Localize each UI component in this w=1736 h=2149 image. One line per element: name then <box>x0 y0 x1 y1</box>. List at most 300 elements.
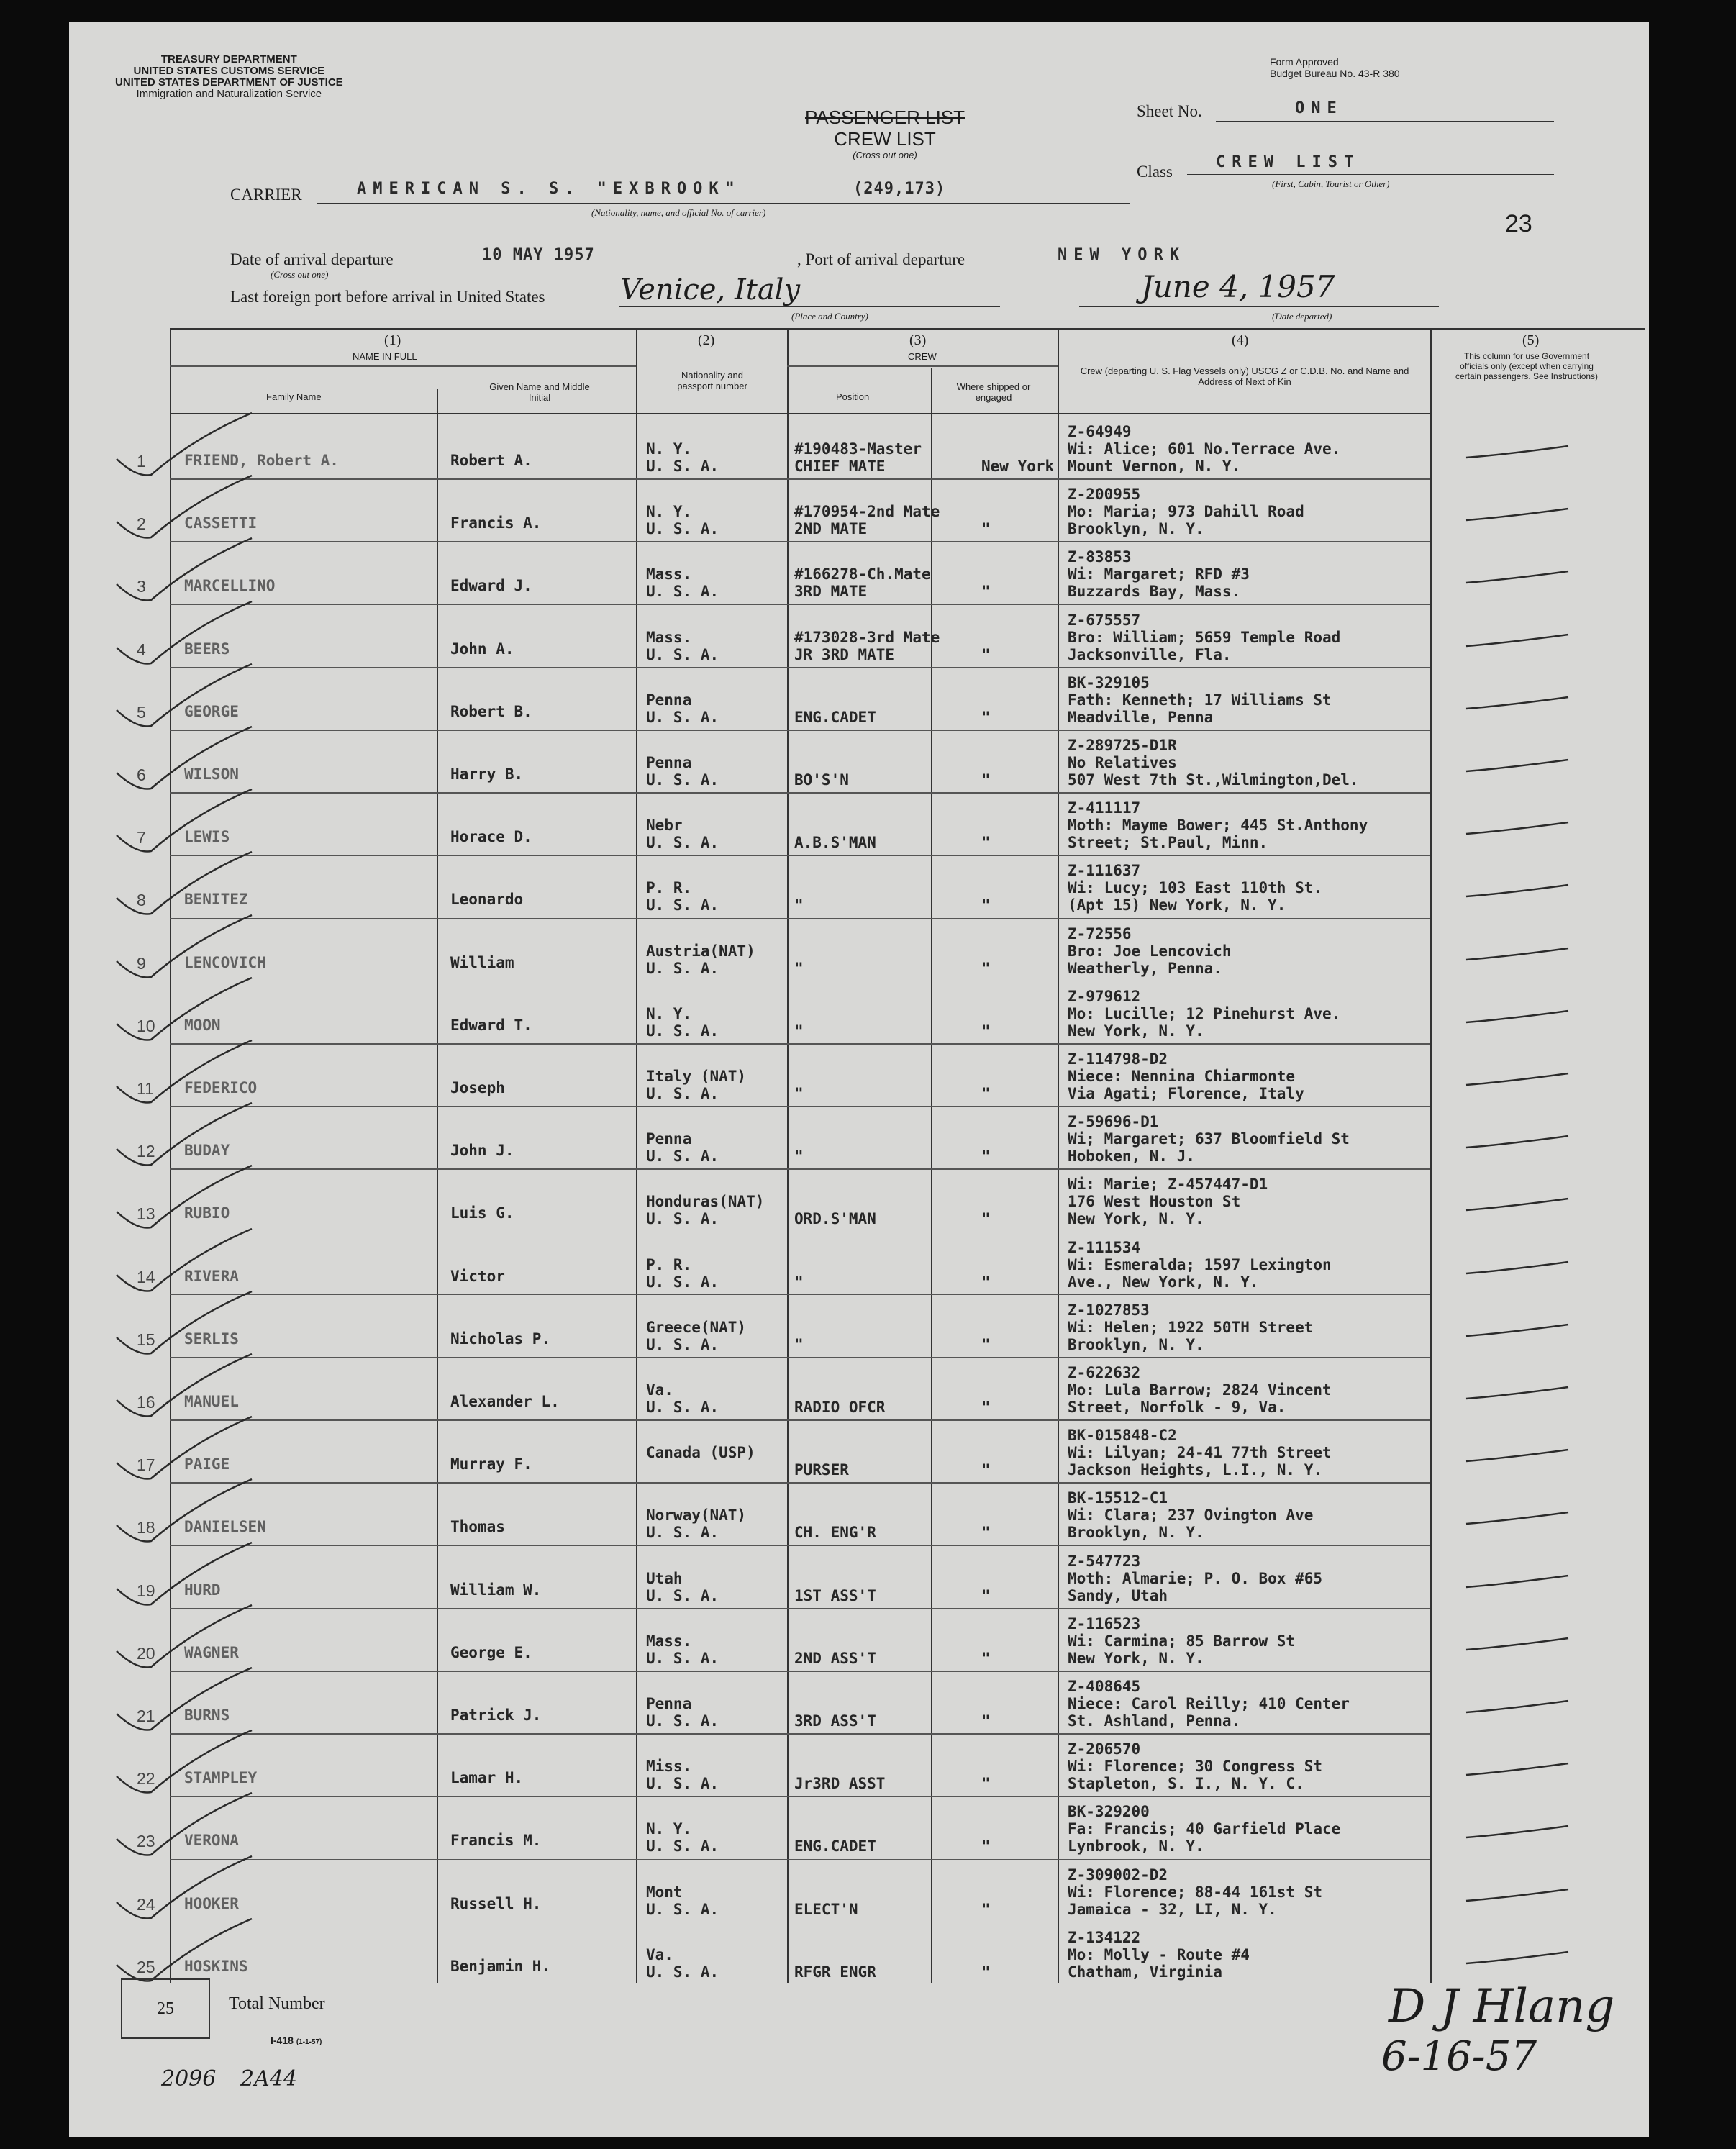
column-divider-1-2 <box>636 328 637 1983</box>
uscg-number: Z-411117 <box>1068 799 1141 817</box>
official-tick-mark <box>1460 751 1583 780</box>
col1-subrule <box>170 365 636 367</box>
class-note: (First, Cabin, Tourist or Other) <box>1272 178 1390 189</box>
passport-country: U. S. A. <box>646 458 719 475</box>
where-shipped: " <box>981 1210 991 1228</box>
uscg-number: Z-64949 <box>1068 423 1132 440</box>
uscg-number: Z-59696-D1 <box>1068 1113 1159 1131</box>
signature-date: 6-16-57 <box>1381 2033 1537 2080</box>
family-name: FRIEND, Robert A. <box>184 452 339 469</box>
passport-country: U. S. A. <box>646 1335 719 1353</box>
column-divider-family-given <box>437 389 438 1983</box>
row-number: 2 <box>137 514 146 534</box>
page-number: 23 <box>1505 210 1532 237</box>
row-number: 20 <box>137 1643 155 1663</box>
passport-country: U. S. A. <box>646 834 719 852</box>
passport-country: U. S. A. <box>646 1524 719 1542</box>
next-of-kin: Mo: Lucille; 12 Pinehurst Ave. <box>1068 1004 1341 1022</box>
license-number: #173028-3rd Mate <box>794 628 940 646</box>
family-name: GEORGE <box>184 702 239 720</box>
row-divider <box>170 981 1430 982</box>
title-passenger-list: PASSENGER LIST <box>804 106 965 128</box>
row-number: 13 <box>137 1204 155 1224</box>
where-shipped: " <box>981 1775 991 1793</box>
row-number: 11 <box>137 1079 154 1098</box>
next-of-kin: Wi: Lilyan; 24-41 77th Street <box>1068 1444 1332 1462</box>
next-of-kin-address: New York, N. Y. <box>1068 1649 1204 1667</box>
uscg-number: Z-200955 <box>1068 486 1141 504</box>
crew-position: RFGR ENGR <box>794 1963 876 1981</box>
official-tick-mark <box>1460 814 1583 842</box>
uscg-number: BK-329200 <box>1068 1803 1150 1821</box>
nationality: Va. <box>646 1945 673 1963</box>
row-number: 4 <box>137 640 146 659</box>
given-name: Patrick J. <box>450 1707 542 1724</box>
family-name: VERONA <box>184 1832 239 1850</box>
next-of-kin-address: New York, N. Y. <box>1068 1210 1204 1228</box>
next-of-kin-address: Lynbrook, N. Y. <box>1068 1837 1204 1855</box>
where-shipped: " <box>981 834 991 852</box>
where-shipped: " <box>981 520 991 538</box>
agency-line-1: TREASURY DEPARTMENT <box>160 53 297 65</box>
uscg-number: Z-309002-D2 <box>1068 1866 1168 1884</box>
nationality: Italy (NAT) <box>646 1068 747 1085</box>
where-shipped: " <box>981 645 991 663</box>
total-number-label: Total Number <box>229 1994 325 2013</box>
crew-position: " <box>794 959 804 977</box>
next-of-kin: Wi: Margaret; RFD #3 <box>1068 565 1250 583</box>
given-name: Horace D. <box>450 828 532 846</box>
row-divider <box>170 667 1430 668</box>
last-port-label: Last foreign port before arrival in United States <box>230 288 545 306</box>
row-divider <box>170 1608 1430 1609</box>
row-divider <box>170 1796 1430 1797</box>
next-of-kin-address: Hoboken, N. J. <box>1068 1148 1196 1166</box>
row-number: 22 <box>137 1769 155 1789</box>
crew-position: ENG.CADET <box>794 1837 876 1855</box>
row-divider <box>170 1043 1430 1045</box>
family-name: RIVERA <box>184 1267 239 1285</box>
uscg-number: Z-116523 <box>1068 1614 1141 1632</box>
row-number: 1 <box>137 452 146 471</box>
crew-position: 2ND ASS'T <box>794 1649 876 1667</box>
port-value: NEW YORK <box>1058 246 1186 264</box>
next-of-kin: Mo: Maria; 973 Dahill Road <box>1068 503 1304 521</box>
crew-position: 2ND MATE <box>794 520 868 538</box>
crew-position: ELECT'N <box>794 1900 858 1918</box>
sheet-value: ONE <box>1295 99 1343 117</box>
official-tick-mark <box>1460 1441 1583 1470</box>
given-name: Robert B. <box>450 702 532 720</box>
passport-country: U. S. A. <box>646 896 719 914</box>
next-of-kin: Bro: William; 5659 Temple Road <box>1068 628 1341 646</box>
given-name: Thomas <box>450 1518 505 1536</box>
passport-country: U. S. A. <box>646 959 719 977</box>
row-divider <box>170 1232 1430 1233</box>
row-divider <box>170 730 1430 731</box>
given-name: Joseph <box>450 1079 505 1096</box>
row-divider <box>170 1545 1430 1547</box>
where-shipped: " <box>981 1022 991 1040</box>
official-tick-mark <box>1460 1190 1583 1219</box>
next-of-kin: Bro: Joe Lencovich <box>1068 942 1232 960</box>
family-name: SERLIS <box>184 1330 239 1348</box>
form-number-revision: (1-1-57) <box>296 2038 322 2046</box>
nationality: P. R. <box>646 1255 692 1273</box>
where-shipped: " <box>981 1461 991 1479</box>
next-of-kin-address: Chatham, Virginia <box>1068 1963 1222 1981</box>
handwritten-number-2: 2A44 <box>240 2066 297 2091</box>
where-shipped: " <box>981 1335 991 1353</box>
crew-position: 3RD MATE <box>794 583 868 601</box>
where-shipped: " <box>981 1524 991 1542</box>
given-name: Harry B. <box>450 765 524 783</box>
next-of-kin-address: Weatherly, Penna. <box>1068 959 1222 977</box>
official-tick-mark <box>1460 626 1583 655</box>
row-number: 6 <box>137 765 146 784</box>
given-name: Edward T. <box>450 1016 532 1034</box>
next-of-kin-address: Jacksonville, Fla. <box>1068 645 1232 663</box>
where-shipped: " <box>981 771 991 789</box>
date-label: Date of arrival departure <box>230 250 394 268</box>
col1-given-header: Given Name and Middle Initial <box>489 381 590 403</box>
family-name: LEWIS <box>184 828 230 846</box>
last-port-underline <box>619 306 1000 307</box>
given-name: Robert A. <box>450 452 532 469</box>
passport-country: U. S. A. <box>646 583 719 601</box>
row-number: 12 <box>137 1142 155 1161</box>
next-of-kin-address: New York, N. Y. <box>1068 1022 1204 1040</box>
crew-position: BO'S'N <box>794 771 849 789</box>
family-name: LENCOVICH <box>184 953 266 971</box>
crew-position: ORD.S'MAN <box>794 1210 876 1228</box>
nationality: Austria(NAT) <box>646 942 755 960</box>
row-number: 7 <box>137 828 146 848</box>
uscg-number: Z-72556 <box>1068 924 1132 942</box>
col3-number: (3) <box>909 332 927 348</box>
official-tick-mark <box>1460 876 1583 905</box>
row-number: 8 <box>137 891 146 910</box>
last-port-value: Venice, Italy <box>620 273 801 306</box>
nationality: Mass. <box>646 628 692 646</box>
agency-line-2: UNITED STATES CUSTOMS SERVICE <box>133 65 325 77</box>
passport-country: U. S. A. <box>646 1649 719 1667</box>
where-shipped: " <box>981 1837 991 1855</box>
next-of-kin-address: Brooklyn, N. Y. <box>1068 520 1204 538</box>
row-number: 21 <box>137 1707 155 1725</box>
next-of-kin: Moth: Mayme Bower; 445 St.Anthony <box>1068 817 1368 835</box>
row-divider <box>170 1419 1430 1421</box>
where-shipped: New York <box>981 458 1055 475</box>
official-tick-mark <box>1460 689 1583 717</box>
crew-position: " <box>794 1335 804 1353</box>
col4-number: (4) <box>1232 332 1249 348</box>
uscg-number: Z-83853 <box>1068 548 1132 566</box>
col3-where-header: Where shipped or engaged <box>956 381 1031 403</box>
col1-family-header: Family Name <box>266 391 322 402</box>
last-port-note: (Place and Country) <box>791 311 868 322</box>
row-divider <box>170 855 1430 856</box>
next-of-kin: Wi: Helen; 1922 50TH Street <box>1068 1318 1314 1336</box>
nationality: Penna <box>646 1695 692 1712</box>
uscg-number: Z-206570 <box>1068 1740 1141 1758</box>
row-divider <box>170 604 1430 606</box>
passport-country: U. S. A. <box>646 1586 719 1604</box>
where-shipped: " <box>981 1900 991 1918</box>
next-of-kin-address: (Apt 15) New York, N. Y. <box>1068 896 1286 914</box>
date-cross-out-note: (Cross out one) <box>271 269 329 280</box>
given-name: Nicholas P. <box>450 1330 551 1348</box>
nationality: Norway(NAT) <box>646 1507 747 1525</box>
row-number: 17 <box>137 1455 155 1475</box>
next-of-kin-address: St. Ashland, Penna. <box>1068 1712 1241 1730</box>
next-of-kin-address: Via Agati; Florence, Italy <box>1068 1085 1304 1102</box>
where-shipped: " <box>981 1586 991 1604</box>
uscg-number: Z-134122 <box>1068 1928 1141 1946</box>
col3-position-header: Position <box>836 391 870 402</box>
crew-position: A.B.S'MAN <box>794 834 876 852</box>
passport-country: U. S. A. <box>646 708 719 726</box>
official-tick-mark <box>1460 1504 1583 1532</box>
row-number: 10 <box>137 1016 155 1035</box>
given-name: Alexander L. <box>450 1393 560 1410</box>
given-name: John A. <box>450 640 514 658</box>
family-name: WAGNER <box>184 1643 239 1661</box>
official-tick-mark <box>1460 1817 1583 1846</box>
passport-country: U. S. A. <box>646 771 719 789</box>
nationality: Utah <box>646 1569 683 1587</box>
next-of-kin: Wi: Clara; 237 Ovington Ave <box>1068 1507 1314 1525</box>
next-of-kin-address: 507 West 7th St.,Wilmington,Del. <box>1068 771 1359 789</box>
next-of-kin: Moth: Almarie; P. O. Box #65 <box>1068 1569 1323 1587</box>
where-shipped: " <box>981 1712 991 1730</box>
given-name: Francis M. <box>450 1832 542 1850</box>
uscg-number: Z-408645 <box>1068 1678 1141 1695</box>
col2-title: Nationality and passport number <box>677 370 747 391</box>
family-name: BUDAY <box>184 1142 230 1160</box>
row-divider <box>170 792 1430 794</box>
row-number: 3 <box>137 577 146 596</box>
carrier-number: (249,173) <box>853 180 946 198</box>
next-of-kin: Niece: Carol Reilly; 410 Center <box>1068 1695 1350 1712</box>
given-name: William <box>450 953 514 971</box>
row-number: 24 <box>137 1894 155 1914</box>
given-name: John J. <box>450 1142 514 1160</box>
row-divider <box>170 1106 1430 1107</box>
next-of-kin-address: Jamaica - 32, LI, N. Y. <box>1068 1900 1277 1918</box>
column-divider-2-3 <box>787 328 789 1983</box>
next-of-kin: Fath: Kenneth; 17 Williams St <box>1068 691 1332 709</box>
row-divider <box>170 1733 1430 1735</box>
nationality: P. R. <box>646 879 692 897</box>
family-name: MANUEL <box>184 1393 239 1410</box>
given-name: George E. <box>450 1643 532 1661</box>
family-name: HURD <box>184 1581 221 1599</box>
nationality: Mass. <box>646 565 692 583</box>
document-page <box>69 22 1649 2137</box>
family-name: FEDERICO <box>184 1079 258 1096</box>
official-tick-mark <box>1460 1316 1583 1345</box>
family-name: MOON <box>184 1016 221 1034</box>
col1-number: (1) <box>384 332 401 348</box>
crew-position: " <box>794 1022 804 1040</box>
family-name: HOOKER <box>184 1894 239 1912</box>
row-divider <box>170 1357 1430 1358</box>
given-name: Lamar H. <box>450 1769 524 1787</box>
where-shipped: " <box>981 1649 991 1667</box>
column-divider-4-5 <box>1430 328 1432 1983</box>
list-title <box>748 106 1022 161</box>
date-value: 10 MAY 1957 <box>482 246 595 264</box>
family-name: CASSETTI <box>184 514 258 532</box>
agency-block <box>115 54 343 100</box>
uscg-number: BK-15512-C1 <box>1068 1489 1168 1507</box>
next-of-kin-address: Street, Norfolk - 9, Va. <box>1068 1399 1286 1416</box>
family-name: PAIGE <box>184 1455 230 1473</box>
where-shipped: " <box>981 1148 991 1166</box>
official-tick-mark <box>1460 1253 1583 1282</box>
uscg-number: Z-1027853 <box>1068 1301 1150 1319</box>
passport-country: U. S. A. <box>646 1399 719 1416</box>
date-departed-value: June 4, 1957 <box>1141 269 1335 304</box>
official-tick-mark <box>1460 1002 1583 1031</box>
passport-country: U. S. A. <box>646 1273 719 1291</box>
given-name: Luis G. <box>450 1204 514 1222</box>
passport-country: U. S. A. <box>646 520 719 538</box>
sheet-label: Sheet No. <box>1137 102 1202 120</box>
given-name: Benjamin H. <box>450 1957 551 1975</box>
family-name: WILSON <box>184 765 239 783</box>
nationality: N. Y. <box>646 503 692 521</box>
uscg-number: Z-114798-D2 <box>1068 1050 1168 1068</box>
official-tick-mark <box>1460 563 1583 591</box>
row-number: 14 <box>137 1267 155 1286</box>
col1-title: NAME IN FULL <box>353 351 417 362</box>
table-top-rule <box>170 328 1645 330</box>
uscg-number: Wi: Marie; Z-457447-D1 <box>1068 1176 1268 1194</box>
header-bottom-rule <box>170 413 1430 414</box>
row-divider <box>170 541 1430 542</box>
handwritten-number-1: 2096 <box>161 2066 217 2091</box>
license-number: #170954-2nd Mate <box>794 503 940 521</box>
family-name: STAMPLEY <box>184 1769 258 1787</box>
col3-title: CREW <box>908 351 937 362</box>
next-of-kin-address: Meadville, Penna <box>1068 708 1214 726</box>
family-name: DANIELSEN <box>184 1518 266 1536</box>
row-divider <box>170 1294 1430 1296</box>
given-name: Russell H. <box>450 1894 542 1912</box>
crew-position: JR 3RD MATE <box>794 645 895 663</box>
where-shipped: " <box>981 1273 991 1291</box>
budget-bureau-text: Budget Bureau No. 43-R 380 <box>1270 68 1400 79</box>
row-divider <box>170 1922 1430 1923</box>
row-divider <box>170 1671 1430 1672</box>
crew-position: " <box>794 1273 804 1291</box>
given-name: Leonardo <box>450 891 524 909</box>
next-of-kin-address: Sandy, Utah <box>1068 1586 1168 1604</box>
family-name: HOSKINS <box>184 1957 248 1975</box>
date-departed-note: (Date departed) <box>1272 311 1332 322</box>
passport-country: U. S. A. <box>646 645 719 663</box>
column-divider-3-4 <box>1058 328 1059 1983</box>
row-number: 5 <box>137 702 146 722</box>
given-name: Francis A. <box>450 514 542 532</box>
col4-title: Crew (departing U. S. Flag Vessels only) USCG Z or C.D.B. No. and Name and Address of Next of Kin <box>1080 365 1409 387</box>
nationality: Penna <box>646 754 692 771</box>
where-shipped: " <box>981 959 991 977</box>
official-tick-mark <box>1460 1630 1583 1658</box>
inspector-signature: D J Hlang <box>1389 1980 1615 2033</box>
given-name: William W. <box>450 1581 542 1599</box>
uscg-number: Z-111637 <box>1068 862 1141 880</box>
official-tick-mark <box>1460 1755 1583 1784</box>
official-tick-mark <box>1460 1378 1583 1407</box>
uscg-number: Z-622632 <box>1068 1364 1141 1381</box>
row-number: 18 <box>137 1518 155 1537</box>
where-shipped: " <box>981 708 991 726</box>
next-of-kin-address: Brooklyn, N. Y. <box>1068 1335 1204 1353</box>
next-of-kin-address: Stapleton, S. I., N. Y. C. <box>1068 1775 1304 1793</box>
next-of-kin: Wi: Alice; 601 No.Terrace Ave. <box>1068 440 1341 458</box>
form-approved-text: Form Approved <box>1270 56 1339 68</box>
next-of-kin: No Relatives <box>1068 754 1177 771</box>
class-value: CREW LIST <box>1216 153 1360 171</box>
uscg-number: Z-111534 <box>1068 1238 1141 1256</box>
passport-country: U. S. A. <box>646 1712 719 1730</box>
nationality: Va. <box>646 1381 673 1399</box>
passport-country: U. S. A. <box>646 1775 719 1793</box>
official-tick-mark <box>1460 1881 1583 1909</box>
family-name: BEERS <box>184 640 230 658</box>
next-of-kin-address: Ave., New York, N. Y. <box>1068 1273 1259 1291</box>
carrier-note: (Nationality, name, and official No. of carrier) <box>591 207 766 218</box>
crew-position: " <box>794 1085 804 1102</box>
where-shipped: " <box>981 1963 991 1981</box>
next-of-kin-address: Buzzards Bay, Mass. <box>1068 583 1241 601</box>
passport-country: U. S. A. <box>646 1210 719 1228</box>
crew-position: ENG.CADET <box>794 708 876 726</box>
family-name: MARCELLINO <box>184 577 276 595</box>
next-of-kin: 176 West Houston St <box>1068 1193 1241 1211</box>
crew-position: CHIEF MATE <box>794 458 886 475</box>
crew-position: RADIO OFCR <box>794 1399 886 1416</box>
next-of-kin-address: Street; St.Paul, Minn. <box>1068 834 1268 852</box>
official-tick-mark <box>1460 1943 1583 1972</box>
given-name: Edward J. <box>450 577 532 595</box>
uscg-number: Z-979612 <box>1068 987 1141 1005</box>
col3-subrule <box>787 365 1058 367</box>
carrier-value: AMERICAN S. S. "EXBROOK" <box>357 180 741 198</box>
nationality: Mass. <box>646 1632 692 1650</box>
row-number: 25 <box>137 1957 155 1976</box>
nationality: N. Y. <box>646 440 692 458</box>
form-number <box>271 2035 322 2046</box>
nationality: Honduras(NAT) <box>646 1193 765 1211</box>
carrier-label: CARRIER <box>230 186 302 204</box>
uscg-number: Z-289725-D1R <box>1068 737 1177 754</box>
uscg-number: BK-329105 <box>1068 673 1150 691</box>
agency-line-3: UNITED STATES DEPARTMENT OF JUSTICE <box>115 76 343 88</box>
next-of-kin: Wi: Florence; 30 Congress St <box>1068 1758 1323 1776</box>
where-shipped: " <box>981 583 991 601</box>
uscg-number: Z-675557 <box>1068 611 1141 629</box>
row-number: 9 <box>137 953 146 973</box>
next-of-kin-address: Brooklyn, N. Y. <box>1068 1524 1204 1542</box>
official-tick-mark <box>1460 1065 1583 1094</box>
title-crew-list: CREW LIST <box>834 128 936 150</box>
row-divider <box>170 1859 1430 1861</box>
col5-title: This column for use Government officials only (except when carrying certain passengers. See Instructions) <box>1455 351 1599 381</box>
